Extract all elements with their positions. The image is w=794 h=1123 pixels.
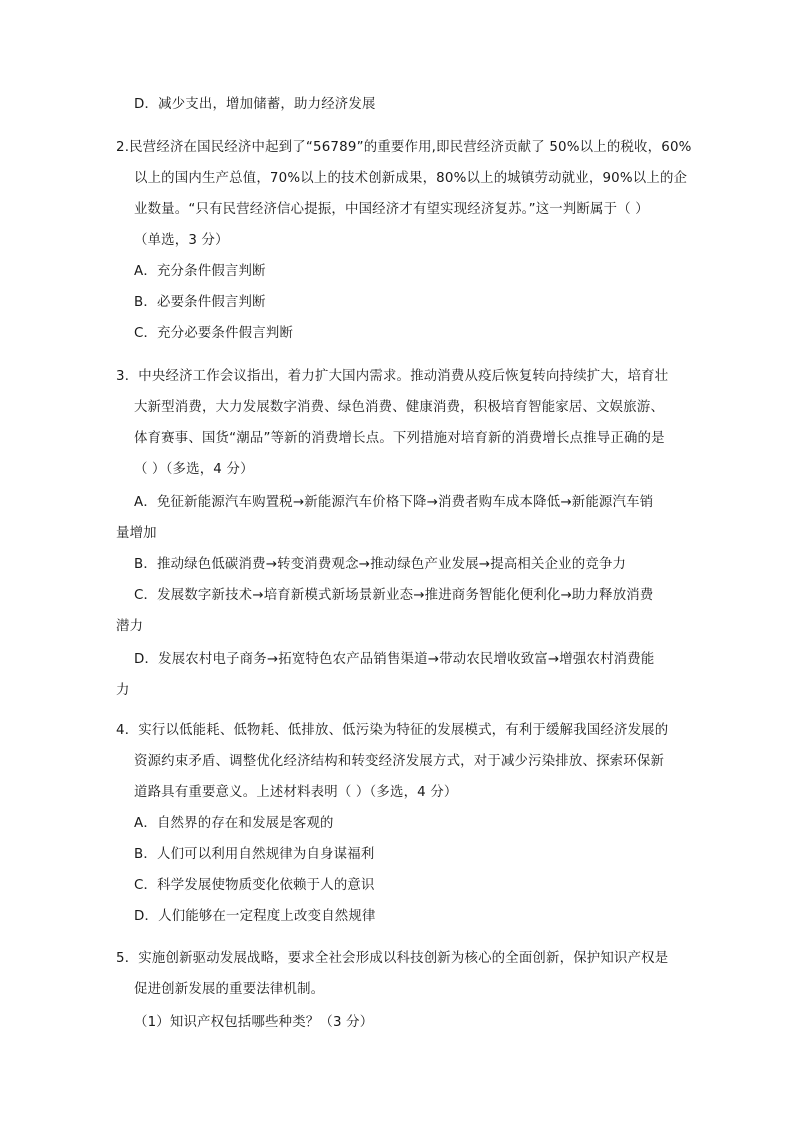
q5-stem-line-1: 5．实施创新驱动发展战略，要求全社会形成以科技创新为核心的全面创新，保护知识产权是	[116, 951, 669, 966]
q3-option-a-line-1: A．免征新能源汽车购置税→新能源汽车价格下降→消费者购车成本降低→新能源汽车销	[134, 495, 654, 510]
q3-option-a-line-2: 量增加	[116, 526, 157, 541]
q3-option-d-line-2: 力	[116, 683, 130, 698]
q2-stem-line-3: 业数量。“只有民营经济信心提振，中国经济才有望实现经济复苏。”这一判断属于（ ）	[134, 202, 649, 217]
q4-option-d: D．人们能够在一定程度上改变自然规律	[134, 909, 376, 924]
q3-stem-line-1: 3．中央经济工作会议指出，着力扩大国内需求。推动消费从疫后恢复转向持续扩大，培育壮	[116, 369, 669, 384]
q1-option-d: D．减少支出，增加储蓄，助力经济发展	[134, 97, 376, 112]
q3-stem-line-3: 体育赛事、国货“潮品”等新的消费增长点。下列措施对培育新的消费增长点推导正确的是	[134, 431, 665, 446]
q4-option-a: A．自然界的存在和发展是客观的	[134, 816, 334, 831]
q3-option-d-line-1: D．发展农村电子商务→拓宽特色农产品销售渠道→带动农民增收致富→增强农村消费能	[134, 652, 655, 667]
q4-stem-line-2: 资源约束矛盾、调整优化经济结构和转变经济发展方式，对于减少污染排放、探索环保新	[134, 754, 665, 769]
q2-option-c: C．充分必要条件假言判断	[134, 326, 294, 341]
q2-stem-line-4: （单选，3 分）	[134, 233, 229, 248]
q3-stem-line-4: （ ）（多选，4 分）	[134, 462, 254, 477]
q4-option-b: B．人们可以利用自然规律为自身谋福利	[134, 847, 375, 862]
q4-stem-line-1: 4．实行以低能耗、低物耗、低排放、低污染为特征的发展模式，有利于缓解我国经济发展的	[116, 723, 669, 738]
q2-stem-line-1: 2.民营经济在国民经济中起到了“56789”的重要作用,即民营经济贡献了 50%以上的税收，60%	[116, 140, 692, 155]
q5-stem-line-2: 促进创新发展的重要法律机制。	[134, 982, 325, 997]
q4-option-c: C．科学发展使物质变化依赖于人的意识	[134, 878, 375, 893]
q2-stem-line-2: 以上的国内生产总值，70%以上的技术创新成果，80%以上的城镇劳动就业，90%以上的企	[134, 171, 688, 186]
q4-stem-line-3: 道路具有重要意义。上述材料表明（ ）（多选，4 分）	[134, 785, 458, 800]
q2-option-a: A．充分条件假言判断	[134, 264, 266, 279]
q5-sub-question-1: （1）知识产权包括哪些种类？（3 分）	[134, 1015, 374, 1030]
q3-option-c-line-2: 潜力	[116, 619, 144, 634]
q2-option-b: B．必要条件假言判断	[134, 295, 266, 310]
q3-option-b: B．推动绿色低碳消费→转变消费观念→推动绿色产业发展→提高相关企业的竞争力	[134, 557, 627, 572]
q3-stem-line-2: 大新型消费，大力发展数字消费、绿色消费、健康消费，积极培育智能家居、文娱旅游、	[134, 400, 665, 415]
q3-option-c-line-1: C．发展数字新技术→培育新模式新场景新业态→推进商务智能化便利化→助力释放消费	[134, 588, 654, 603]
